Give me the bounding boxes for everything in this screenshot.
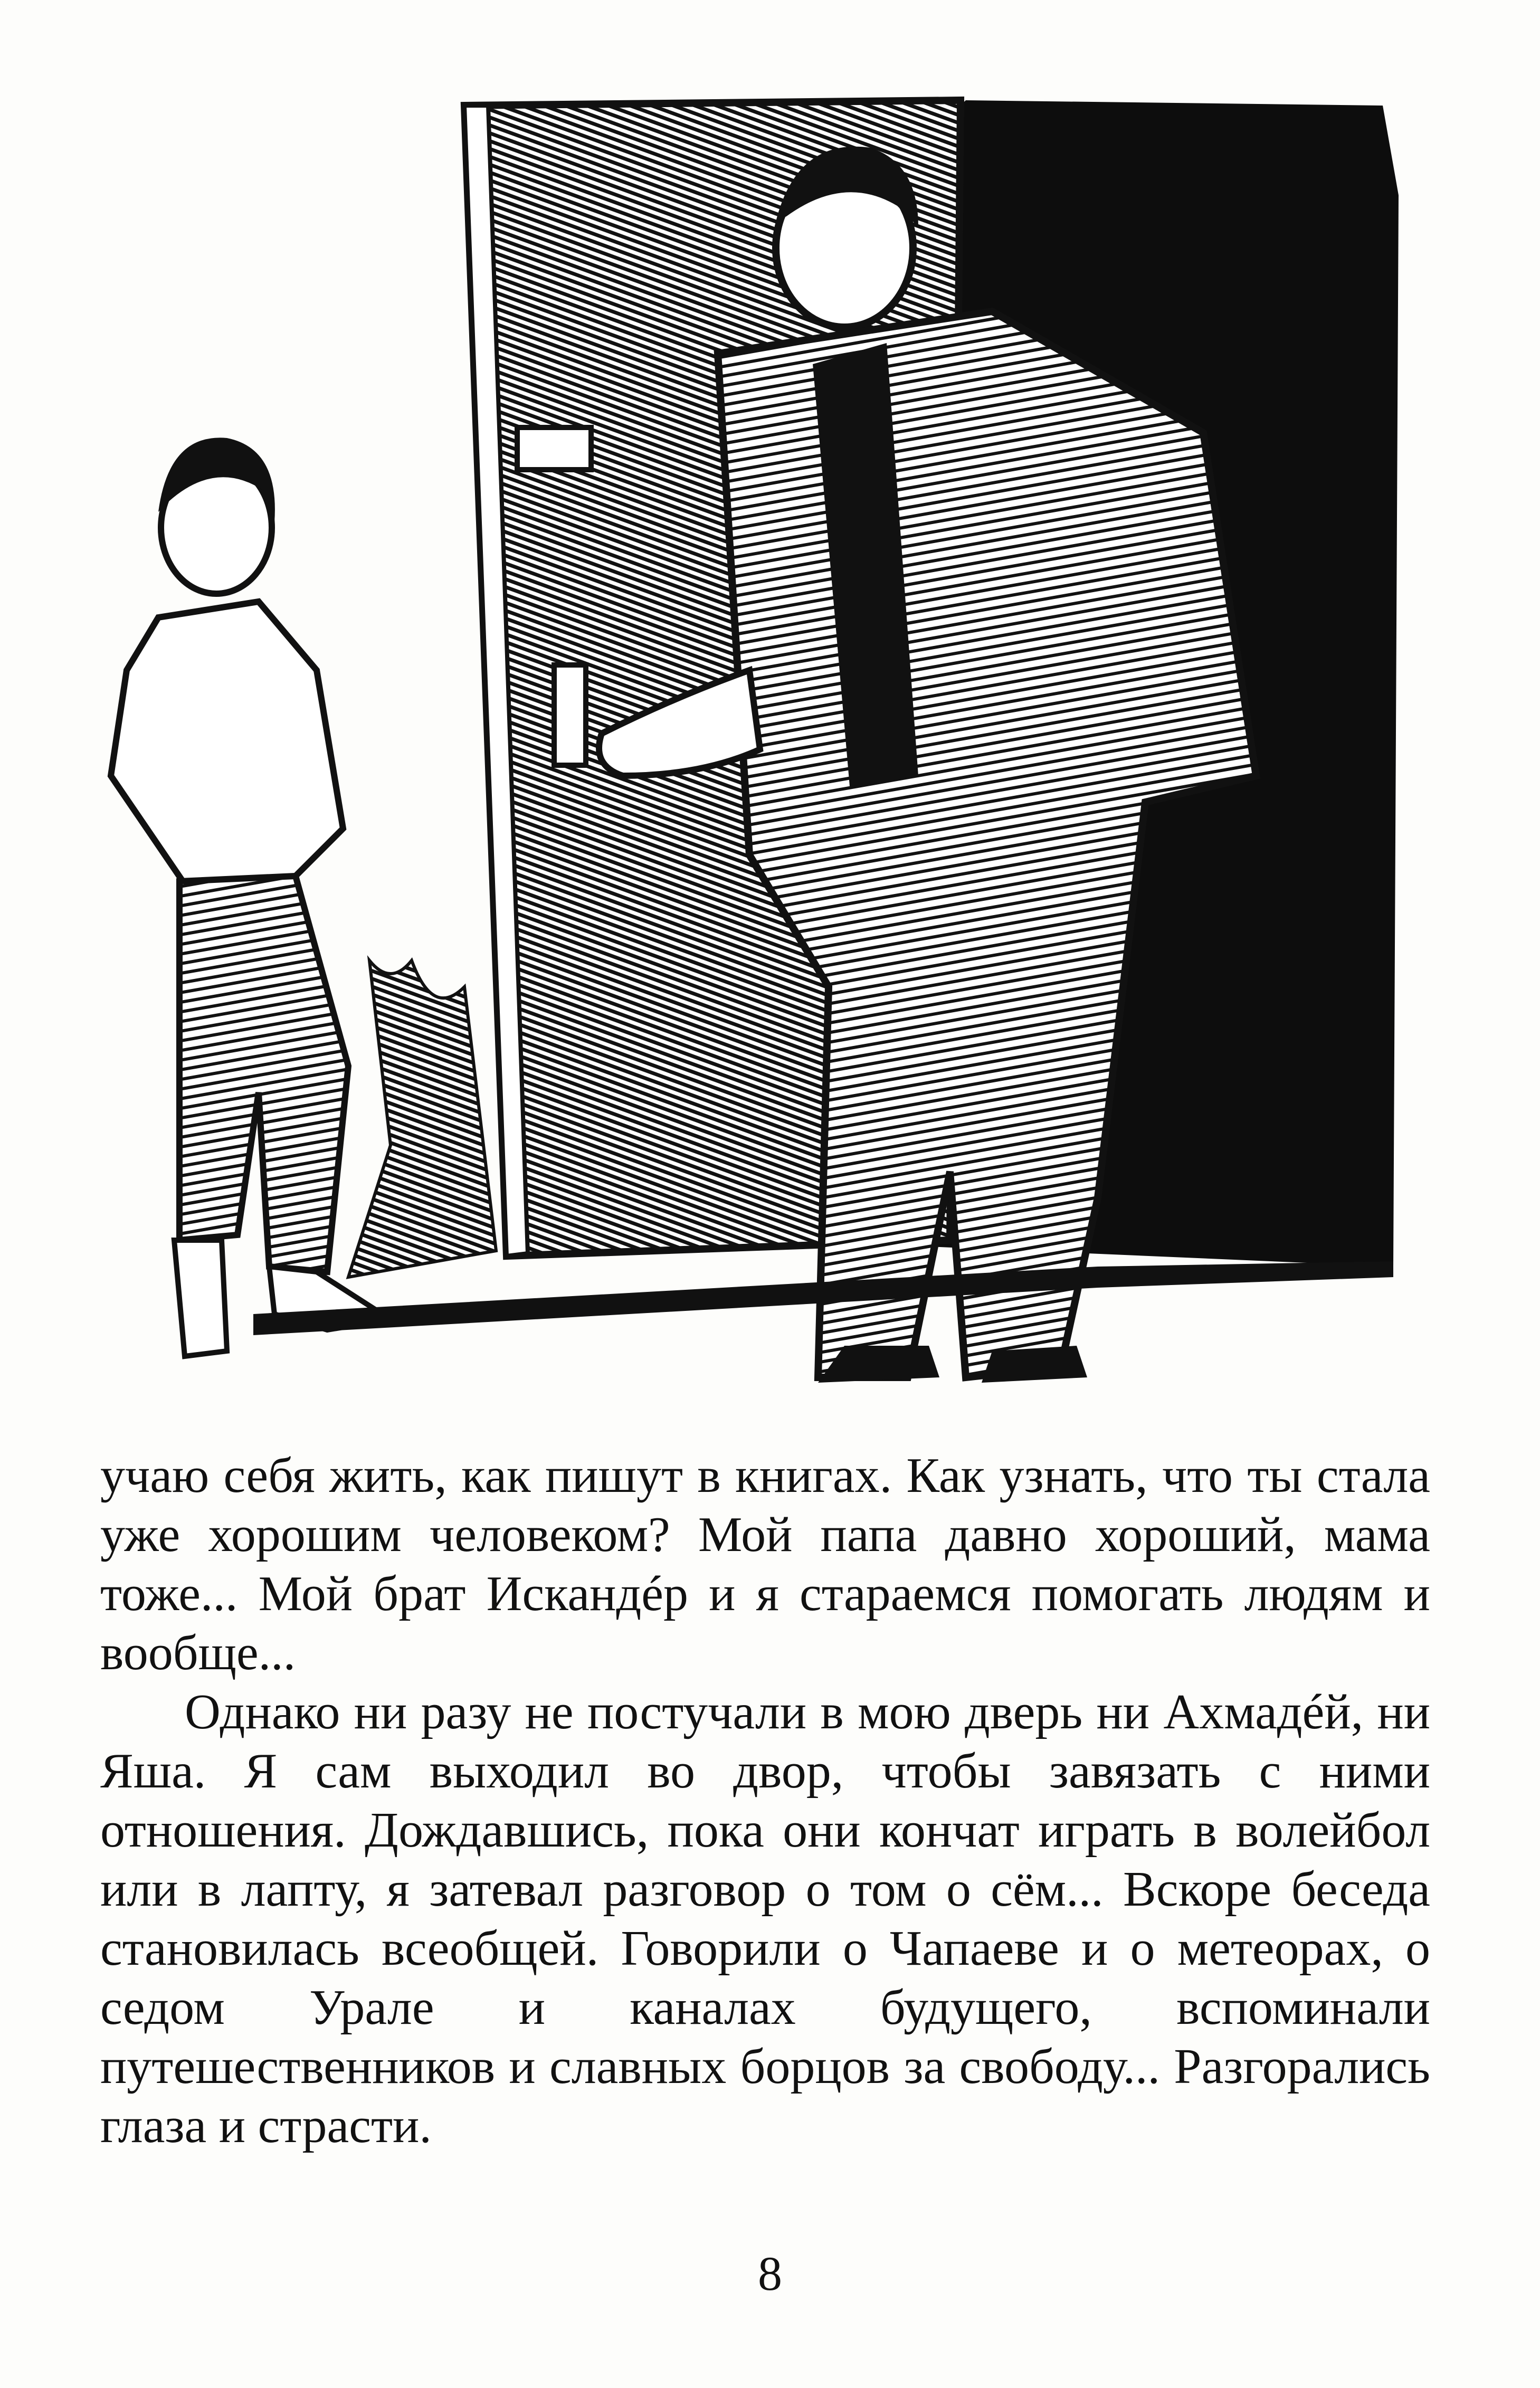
woodcut-illustration xyxy=(95,90,1425,1393)
body-text xyxy=(100,1446,1430,2155)
page-number: 8 xyxy=(758,2247,782,2300)
grass xyxy=(348,960,496,1277)
boy-figure xyxy=(111,437,391,1356)
paragraph: учаю себя жить, как пишут в книгах. Как узнать, что ты стала уже хорошим человеком? Мой папа давно хороший, мама тоже... Мой брат Искандéр и я стараемся помогать людям и вообще... xyxy=(100,1448,1430,1680)
paragraph: Однако ни разу не постучали в мою дверь ни Ахмадéй, ни Яша. Я сам выходил во двор, чтобы завязать с ними отношения. Дождавшись, пока они кончат играть в волейбол или в лапту, я затевал разговор о том о сём... Вскоре беседа становилась всеобщей. Говорили о Чапаеве и о метеорах, о седом Урале и каналах будущего, вспоминали путешественников и славных борцов за свободу... Разгорались глаза и страсти. xyxy=(100,1685,1430,2153)
